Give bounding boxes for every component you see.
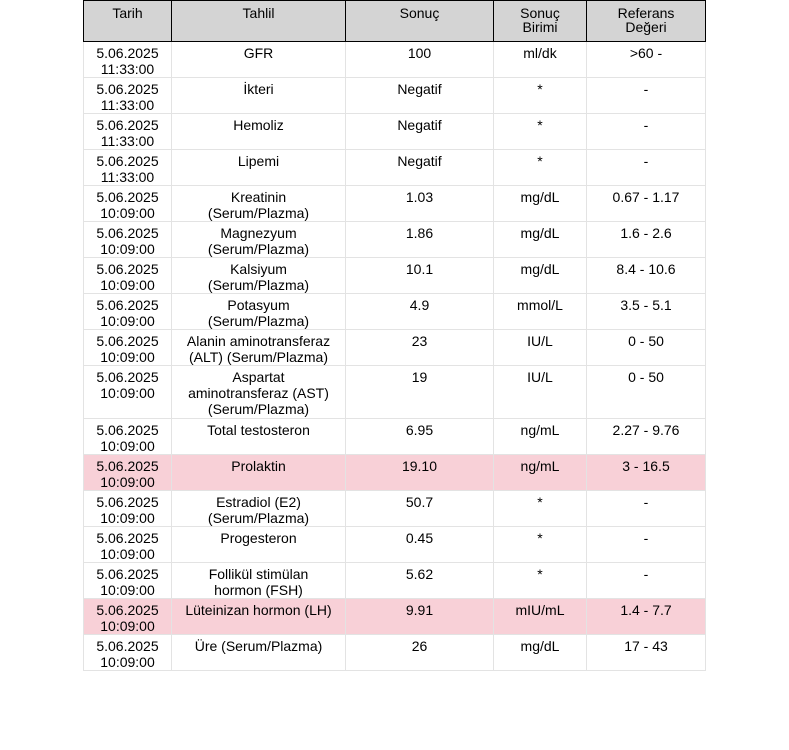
- cell-result: Negatif: [346, 114, 494, 150]
- cell-reference: -: [587, 563, 706, 599]
- cell-date: [84, 258, 172, 294]
- time-value: 11:33:00: [100, 133, 155, 149]
- cell-test: [172, 527, 346, 563]
- cell-unit: mg/dL: [494, 222, 587, 258]
- cell-unit: mIU/mL: [494, 599, 587, 635]
- table-row-flagged: [84, 455, 706, 491]
- test-name-line: Kreatinin: [230, 189, 287, 205]
- cell-unit: *: [494, 491, 587, 527]
- cell-test: [172, 455, 346, 491]
- cell-reference: -: [587, 527, 706, 563]
- time-value: 10:09:00: [100, 277, 155, 293]
- time-value: 10:09:00: [100, 618, 155, 634]
- table-body: [84, 42, 706, 671]
- test-name-line: (ALT) (Serum/Plazma): [189, 349, 328, 365]
- cell-reference: 0.67 - 1.17: [587, 186, 706, 222]
- cell-result: 6.95: [346, 419, 494, 455]
- test-name-line: (Serum/Plazma): [207, 510, 310, 526]
- date-value: 5.06.2025: [96, 638, 159, 654]
- cell-test: [172, 42, 346, 78]
- table-row: [84, 258, 706, 294]
- cell-test: [172, 258, 346, 294]
- cell-unit: *: [494, 114, 587, 150]
- time-value: 11:33:00: [100, 61, 155, 77]
- cell-result: 10.1: [346, 258, 494, 294]
- header-ref-line1: Referans: [617, 5, 675, 21]
- cell-test: [172, 366, 346, 419]
- date-value: 5.06.2025: [96, 530, 159, 546]
- lab-results-table: [83, 0, 706, 671]
- table-row: [84, 527, 706, 563]
- cell-unit: ml/dk: [494, 42, 587, 78]
- cell-result: 19: [346, 366, 494, 419]
- cell-result: 50.7: [346, 491, 494, 527]
- date-value: 5.06.2025: [96, 153, 159, 169]
- date-value: 5.06.2025: [96, 45, 159, 61]
- table-row: [84, 150, 706, 186]
- cell-unit: *: [494, 78, 587, 114]
- cell-result: 5.62: [346, 563, 494, 599]
- header-date: Tarih: [84, 1, 172, 42]
- time-value: 10:09:00: [100, 582, 155, 598]
- table-row: [84, 42, 706, 78]
- cell-reference: -: [587, 491, 706, 527]
- time-value: 11:33:00: [100, 169, 155, 185]
- date-value: 5.06.2025: [96, 81, 159, 97]
- cell-date: [84, 491, 172, 527]
- cell-reference: >60 -: [587, 42, 706, 78]
- test-name-line: GFR: [243, 45, 274, 61]
- cell-test: [172, 222, 346, 258]
- cell-reference: -: [587, 78, 706, 114]
- test-name-line: Aspartat: [232, 369, 285, 385]
- test-name-line: (Serum/Plazma): [207, 313, 310, 329]
- cell-unit: mg/dL: [494, 258, 587, 294]
- cell-reference: 0 - 50: [587, 366, 706, 419]
- cell-date: [84, 563, 172, 599]
- date-value: 5.06.2025: [96, 494, 159, 510]
- test-name-line: Alanin aminotransferaz: [186, 333, 331, 349]
- date-value: 5.06.2025: [96, 458, 159, 474]
- cell-result: 19.10: [346, 455, 494, 491]
- cell-reference: 17 - 43: [587, 635, 706, 671]
- test-name-line: (Serum/Plazma): [207, 401, 310, 417]
- cell-reference: 1.4 - 7.7: [587, 599, 706, 635]
- table-row-flagged: [84, 599, 706, 635]
- table-row: [84, 563, 706, 599]
- time-value: 10:09:00: [100, 349, 155, 365]
- test-name-line: Magnezyum: [220, 225, 297, 241]
- test-name-line: hormon (FSH): [214, 582, 303, 598]
- cell-date: [84, 186, 172, 222]
- test-name-line: Total testosteron: [207, 422, 310, 438]
- cell-unit: *: [494, 563, 587, 599]
- cell-result: 100: [346, 42, 494, 78]
- time-value: 10:09:00: [100, 241, 155, 257]
- cell-test: [172, 599, 346, 635]
- table-row: [84, 222, 706, 258]
- cell-result: 23: [346, 330, 494, 366]
- cell-reference: 3.5 - 5.1: [587, 294, 706, 330]
- time-value: 10:09:00: [100, 205, 155, 221]
- cell-test: [172, 635, 346, 671]
- cell-result: 4.9: [346, 294, 494, 330]
- test-name-line: aminotransferaz (AST): [188, 385, 329, 401]
- time-value: 10:09:00: [100, 654, 155, 670]
- cell-date: [84, 294, 172, 330]
- cell-date: [84, 419, 172, 455]
- test-name-line: Hemoliz: [233, 117, 284, 133]
- test-name-line: Progesteron: [220, 530, 297, 546]
- cell-test: [172, 330, 346, 366]
- cell-reference: 0 - 50: [587, 330, 706, 366]
- cell-date: [84, 330, 172, 366]
- time-value: 10:09:00: [100, 474, 155, 490]
- header-unit-line1: Sonuç: [520, 5, 560, 21]
- table-row: [84, 419, 706, 455]
- table-row: [84, 78, 706, 114]
- header-test: Tahlil: [172, 1, 346, 42]
- time-value: 10:09:00: [100, 546, 155, 562]
- test-name-line: Kalsiyum: [230, 261, 287, 277]
- cell-reference: -: [587, 150, 706, 186]
- table-row: [84, 366, 706, 419]
- date-value: 5.06.2025: [96, 261, 159, 277]
- table-header: [84, 1, 706, 42]
- header-row: [84, 1, 706, 42]
- cell-test: [172, 294, 346, 330]
- table-row: [84, 491, 706, 527]
- time-value: 10:09:00: [100, 385, 155, 401]
- cell-unit: mg/dL: [494, 635, 587, 671]
- table-row: [84, 186, 706, 222]
- table-row: [84, 114, 706, 150]
- test-name-line: Üre (Serum/Plazma): [194, 638, 323, 654]
- test-name-line: (Serum/Plazma): [207, 277, 310, 293]
- cell-date: [84, 599, 172, 635]
- cell-test: [172, 563, 346, 599]
- cell-date: [84, 455, 172, 491]
- header-unit-line2: Birimi: [522, 19, 558, 35]
- time-value: 10:09:00: [100, 438, 155, 454]
- test-name-line: İkteri: [243, 81, 274, 97]
- cell-result: Negatif: [346, 150, 494, 186]
- cell-result: 26: [346, 635, 494, 671]
- cell-test: [172, 419, 346, 455]
- cell-date: [84, 222, 172, 258]
- cell-reference: 3 - 16.5: [587, 455, 706, 491]
- cell-reference: 1.6 - 2.6: [587, 222, 706, 258]
- cell-date: [84, 78, 172, 114]
- cell-unit: *: [494, 527, 587, 563]
- cell-unit: IU/L: [494, 330, 587, 366]
- cell-reference: -: [587, 114, 706, 150]
- cell-test: [172, 78, 346, 114]
- cell-unit: *: [494, 150, 587, 186]
- date-value: 5.06.2025: [96, 297, 159, 313]
- test-name-line: Potasyum: [227, 297, 290, 313]
- time-value: 10:09:00: [100, 313, 155, 329]
- date-value: 5.06.2025: [96, 566, 159, 582]
- test-name-line: (Serum/Plazma): [207, 205, 310, 221]
- cell-unit: IU/L: [494, 366, 587, 419]
- header-ref-line2: Değeri: [625, 19, 667, 35]
- cell-date: [84, 42, 172, 78]
- test-name-line: Lipemi: [237, 153, 280, 169]
- time-value: 10:09:00: [100, 510, 155, 526]
- table-row: [84, 635, 706, 671]
- cell-date: [84, 114, 172, 150]
- cell-result: 0.45: [346, 527, 494, 563]
- date-value: 5.06.2025: [96, 602, 159, 618]
- cell-test: [172, 186, 346, 222]
- header-result: Sonuç: [346, 1, 494, 42]
- test-name-line: Follikül stimülan: [208, 566, 309, 582]
- date-value: 5.06.2025: [96, 117, 159, 133]
- table-row: [84, 330, 706, 366]
- date-value: 5.06.2025: [96, 369, 159, 385]
- date-value: 5.06.2025: [96, 422, 159, 438]
- cell-test: [172, 150, 346, 186]
- header-reference: [587, 1, 706, 42]
- test-name-line: Lüteinizan hormon (LH): [185, 602, 332, 618]
- cell-test: [172, 114, 346, 150]
- cell-unit: mg/dL: [494, 186, 587, 222]
- cell-date: [84, 527, 172, 563]
- test-name-line: (Serum/Plazma): [207, 241, 310, 257]
- cell-test: [172, 491, 346, 527]
- cell-result: 1.86: [346, 222, 494, 258]
- time-value: 11:33:00: [100, 97, 155, 113]
- cell-result: Negatif: [346, 78, 494, 114]
- cell-unit: ng/mL: [494, 455, 587, 491]
- cell-reference: 2.27 - 9.76: [587, 419, 706, 455]
- cell-unit: mmol/L: [494, 294, 587, 330]
- date-value: 5.06.2025: [96, 225, 159, 241]
- cell-result: 1.03: [346, 186, 494, 222]
- cell-date: [84, 366, 172, 419]
- cell-reference: 8.4 - 10.6: [587, 258, 706, 294]
- cell-result: 9.91: [346, 599, 494, 635]
- date-value: 5.06.2025: [96, 333, 159, 349]
- date-value: 5.06.2025: [96, 189, 159, 205]
- cell-date: [84, 150, 172, 186]
- cell-unit: ng/mL: [494, 419, 587, 455]
- test-name-line: Prolaktin: [231, 458, 286, 474]
- table-row: [84, 294, 706, 330]
- header-unit: [494, 1, 587, 42]
- test-name-line: Estradiol (E2): [216, 494, 301, 510]
- cell-date: [84, 635, 172, 671]
